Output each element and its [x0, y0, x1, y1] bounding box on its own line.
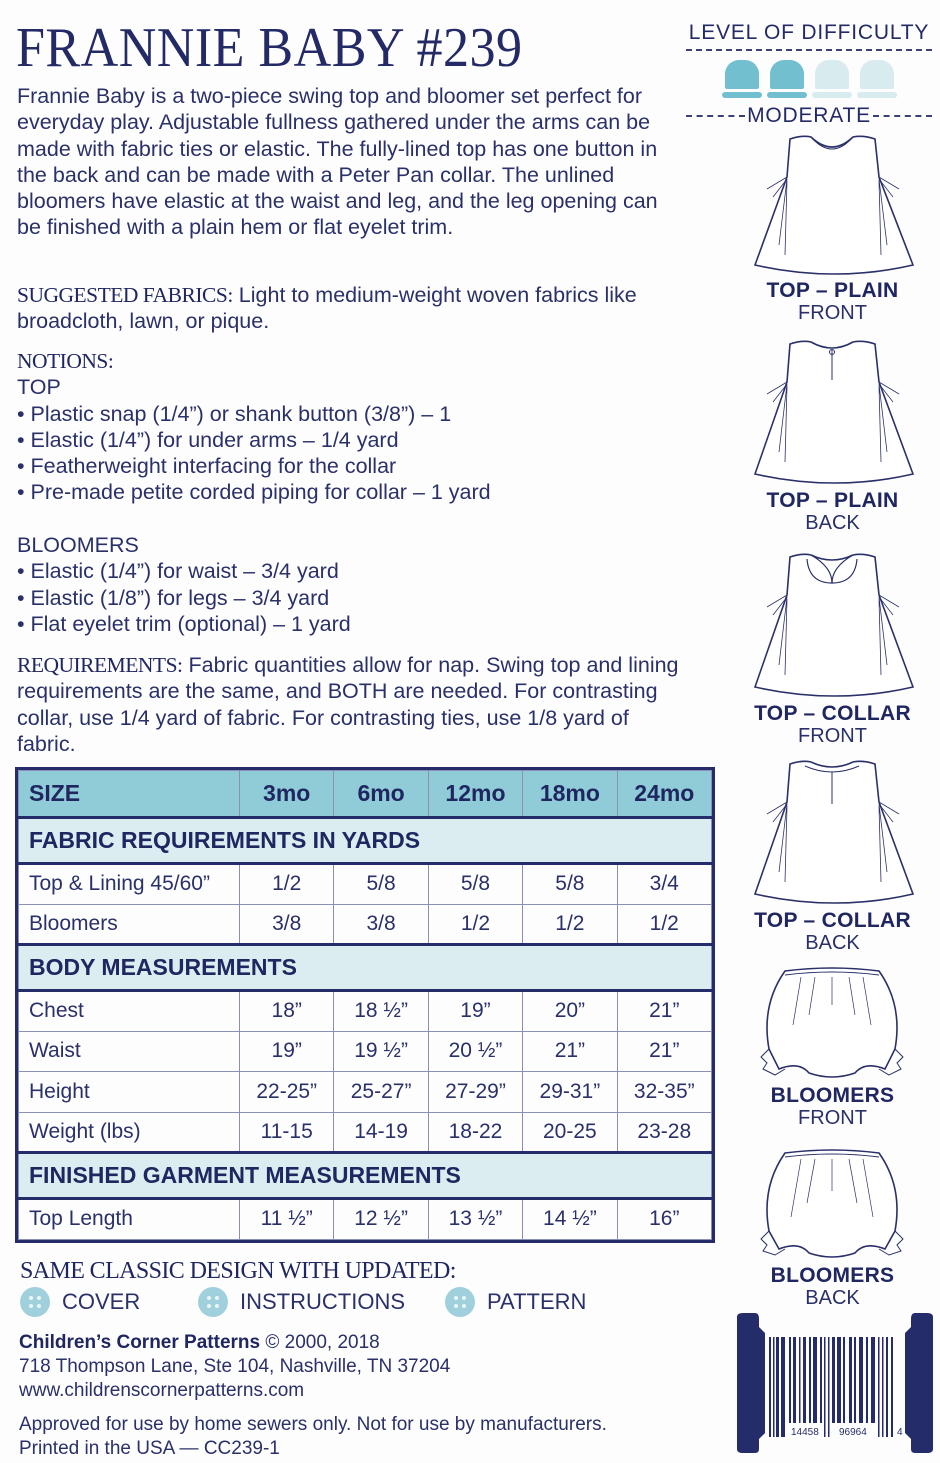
- notions-top-heading: TOP: [17, 375, 61, 400]
- section-title: BODY MEASUREMENTS: [19, 945, 712, 991]
- row-label: Chest: [19, 991, 240, 1032]
- address: 718 Thompson Lane, Ste 104, Nashville, TN 37204: [19, 1356, 451, 1377]
- table-cell: 20 ½”: [428, 1031, 522, 1072]
- size-header-cell: SIZE: [19, 771, 240, 818]
- table-cell: 5/8: [334, 864, 428, 905]
- garment-name: TOP – COLLAR: [754, 909, 911, 932]
- table-cell: 23-28: [617, 1112, 711, 1153]
- bloomers-front-illustration-icon: [745, 965, 920, 1085]
- row-label: Top & Lining 45/60”: [19, 864, 240, 905]
- table-cell: 18”: [240, 991, 334, 1032]
- barcode: [735, 1313, 935, 1453]
- size-header-cell: 3mo: [240, 771, 334, 818]
- garment-view: FRONT: [798, 725, 867, 747]
- garment-view: BACK: [805, 932, 860, 954]
- colon: :: [177, 653, 183, 677]
- notions-bloomers-list: [17, 558, 682, 637]
- table-row: [19, 1199, 712, 1240]
- section-row: [19, 945, 712, 991]
- table-cell: 18 ½”: [334, 991, 428, 1032]
- divider: [686, 49, 932, 51]
- requirements: [17, 652, 682, 757]
- garment-top-collar-back: [745, 760, 920, 954]
- table-cell: 5/8: [523, 864, 617, 905]
- garment-view: FRONT: [798, 1107, 867, 1129]
- table-cell: 13 ½”: [428, 1199, 522, 1240]
- table-cell: 12 ½”: [334, 1199, 428, 1240]
- table-cell: 27-29”: [428, 1072, 522, 1113]
- table-row: [19, 991, 712, 1032]
- section-row: [19, 818, 712, 864]
- table-cell: 3/8: [240, 904, 334, 945]
- updated-item-label: INSTRUCTIONS: [240, 1289, 405, 1314]
- table-cell: 16”: [617, 1199, 711, 1240]
- barcode-spool-icon: [735, 1313, 935, 1453]
- garment-top-plain-front: [745, 135, 920, 324]
- table-cell: 5/8: [428, 864, 522, 905]
- notion-item: • Elastic (1/4”) for under arms – 1/4 yard: [17, 427, 682, 453]
- company-name: Children’s Corner Patterns: [19, 1332, 261, 1353]
- notions-top-list: [17, 401, 682, 506]
- updated-item-label: COVER: [62, 1289, 141, 1314]
- table-row: [19, 1031, 712, 1072]
- table-cell: 1/2: [523, 904, 617, 945]
- barcode-digit: 14458: [791, 1427, 819, 1438]
- table-cell: 25-27”: [334, 1072, 428, 1113]
- table-cell: 29-31”: [523, 1072, 617, 1113]
- size-header-cell: 24mo: [617, 771, 711, 818]
- table-cell: 14 ½”: [523, 1199, 617, 1240]
- size-header-cell: 18mo: [523, 771, 617, 818]
- table-cell: 11 ½”: [240, 1199, 334, 1240]
- approval-notice: Approved for use by home sewers only. Not for use by manufacturers.: [19, 1414, 607, 1435]
- bloomers-back-illustration-icon: [745, 1147, 920, 1265]
- table-cell: 11-15: [240, 1112, 334, 1153]
- size-header-row: [19, 771, 712, 818]
- table-cell: 3/4: [617, 864, 711, 905]
- top-collar-back-illustration-icon: [745, 760, 920, 910]
- pattern-description: Frannie Baby is a two-piece swing top and bloomer set perfect for everyday play. Adjustable fullness gathered under the arms can be made with fabric ties or elastic. The fully-lined top has one button in the back and can be made with a Peter Pan collar. The unlined bloomers have elastic at the waist and leg, and the leg opening can be finished with a plain hem or flat eyelet trim.: [17, 84, 658, 240]
- table-cell: 19”: [240, 1031, 334, 1072]
- table-cell: 18-22: [428, 1112, 522, 1153]
- notion-item: • Elastic (1/4”) for waist – 3/4 yard: [17, 558, 682, 584]
- requirements-label: REQUIREMENTS: [17, 653, 178, 677]
- notions-label: NOTIONS:: [17, 349, 114, 373]
- table-cell: 1/2: [428, 904, 522, 945]
- table-row: [19, 1112, 712, 1153]
- garment-name: TOP – COLLAR: [754, 702, 911, 725]
- table-cell: 20-25: [523, 1112, 617, 1153]
- website-link[interactable]: www.childrenscornerpatterns.com: [19, 1380, 305, 1401]
- notion-item: • Flat eyelet trim (optional) – 1 yard: [17, 611, 682, 637]
- thimble-icon-empty: [857, 60, 897, 98]
- thimble-icon-filled: [767, 60, 807, 98]
- notion-item: • Pre-made petite corded piping for collar – 1 yard: [17, 479, 682, 505]
- row-label: Top Length: [19, 1199, 240, 1240]
- table-cell: 21”: [617, 1031, 711, 1072]
- button-icon: [20, 1287, 50, 1317]
- difficulty-level-row: [686, 104, 932, 128]
- size-header-cell: 12mo: [428, 771, 522, 818]
- barcode-digit: 4: [897, 1427, 903, 1438]
- copyright: © 2000, 2018: [265, 1332, 380, 1353]
- garment-bloomers-front: [745, 965, 920, 1129]
- row-label: Weight (lbs): [19, 1112, 240, 1153]
- updated-item-label: PATTERN: [487, 1289, 587, 1314]
- difficulty-level: MODERATE: [747, 104, 871, 127]
- legal-notice: [19, 1413, 607, 1461]
- garment-name: BLOOMERS: [770, 1084, 895, 1107]
- notion-item: • Elastic (1/8”) for legs – 3/4 yard: [17, 585, 682, 611]
- table-cell: 20”: [523, 991, 617, 1032]
- top-collar-front-illustration-icon: [745, 553, 920, 703]
- difficulty-rating: [686, 20, 932, 128]
- garment-view: FRONT: [798, 302, 867, 324]
- garment-top-collar-front: [745, 553, 920, 747]
- colon: :: [227, 283, 233, 307]
- garment-view: BACK: [805, 1287, 860, 1309]
- notions-bloomers-section: [17, 532, 682, 637]
- garment-name: TOP – PLAIN: [766, 279, 899, 302]
- button-icon: [198, 1287, 228, 1317]
- table-cell: 19 ½”: [334, 1031, 428, 1072]
- updated-heading: SAME CLASSIC DESIGN WITH UPDATED:: [20, 1258, 456, 1284]
- difficulty-title: LEVEL OF DIFFICULTY: [688, 21, 930, 44]
- row-label: Bloomers: [19, 904, 240, 945]
- updated-item-cover: [20, 1287, 198, 1317]
- table-row: [19, 864, 712, 905]
- button-icon: [445, 1287, 475, 1317]
- garment-bloomers-back: [745, 1147, 920, 1309]
- updated-item-instructions: [198, 1287, 445, 1317]
- updated-list: [20, 1287, 586, 1317]
- notion-item: • Featherweight interfacing for the collar: [17, 453, 682, 479]
- publisher-info: [19, 1331, 450, 1403]
- thimble-rating: [686, 60, 932, 98]
- notions-bloomers-heading: BLOOMERS: [17, 533, 139, 557]
- suggested-fabrics-label: SUGGESTED FABRICS: [17, 283, 228, 307]
- section-row: [19, 1153, 712, 1199]
- barcode-digit: 6: [759, 1427, 765, 1438]
- notion-item: • Plastic snap (1/4”) or shank button (3/8”) – 1: [17, 401, 682, 427]
- printed-notice: Printed in the USA — CC239-1: [19, 1438, 280, 1459]
- updated-item-pattern: [445, 1287, 586, 1317]
- thimble-icon-empty: [812, 60, 852, 98]
- table-cell: 21”: [617, 991, 711, 1032]
- barcode-digit: 96964: [839, 1427, 867, 1438]
- requirements-text: Fabric quantities allow for nap. Swing top and lining requirements are the same, and BOTH are needed. For contrasting collar, use 1/4 yard of fabric. For contrasting ties, use 1/8 yard of fabric.: [17, 653, 679, 756]
- size-header-cell: 6mo: [334, 771, 428, 818]
- section-title: FABRIC REQUIREMENTS IN YARDS: [19, 818, 712, 864]
- table-cell: 14-19: [334, 1112, 428, 1153]
- garment-view: BACK: [805, 512, 860, 534]
- garment-name: TOP – PLAIN: [766, 489, 899, 512]
- table-cell: 22-25”: [240, 1072, 334, 1113]
- top-front-illustration-icon: [745, 135, 920, 280]
- table-cell: 1/2: [617, 904, 711, 945]
- suggested-fabrics: [17, 282, 682, 335]
- row-label: Waist: [19, 1031, 240, 1072]
- garment-name: BLOOMERS: [770, 1264, 895, 1287]
- garment-top-plain-back: [745, 340, 920, 534]
- section-title: FINISHED GARMENT MEASUREMENTS: [19, 1153, 712, 1199]
- notions-section: [17, 348, 682, 506]
- table-cell: 3/8: [334, 904, 428, 945]
- size-chart: [15, 767, 715, 1243]
- table-cell: 21”: [523, 1031, 617, 1072]
- table-row: [19, 1072, 712, 1113]
- suggested-fabrics-text: Light to medium-weight woven fabrics like broadcloth, lawn, or pique.: [17, 283, 637, 334]
- top-back-illustration-icon: [745, 340, 920, 490]
- table-cell: 19”: [428, 991, 522, 1032]
- row-label: Height: [19, 1072, 240, 1113]
- table-cell: 32-35”: [617, 1072, 711, 1113]
- table-row: [19, 904, 712, 945]
- table-cell: 1/2: [240, 864, 334, 905]
- pattern-title: FRANNIE BABY #239: [16, 17, 523, 79]
- thimble-icon-filled: [722, 60, 762, 98]
